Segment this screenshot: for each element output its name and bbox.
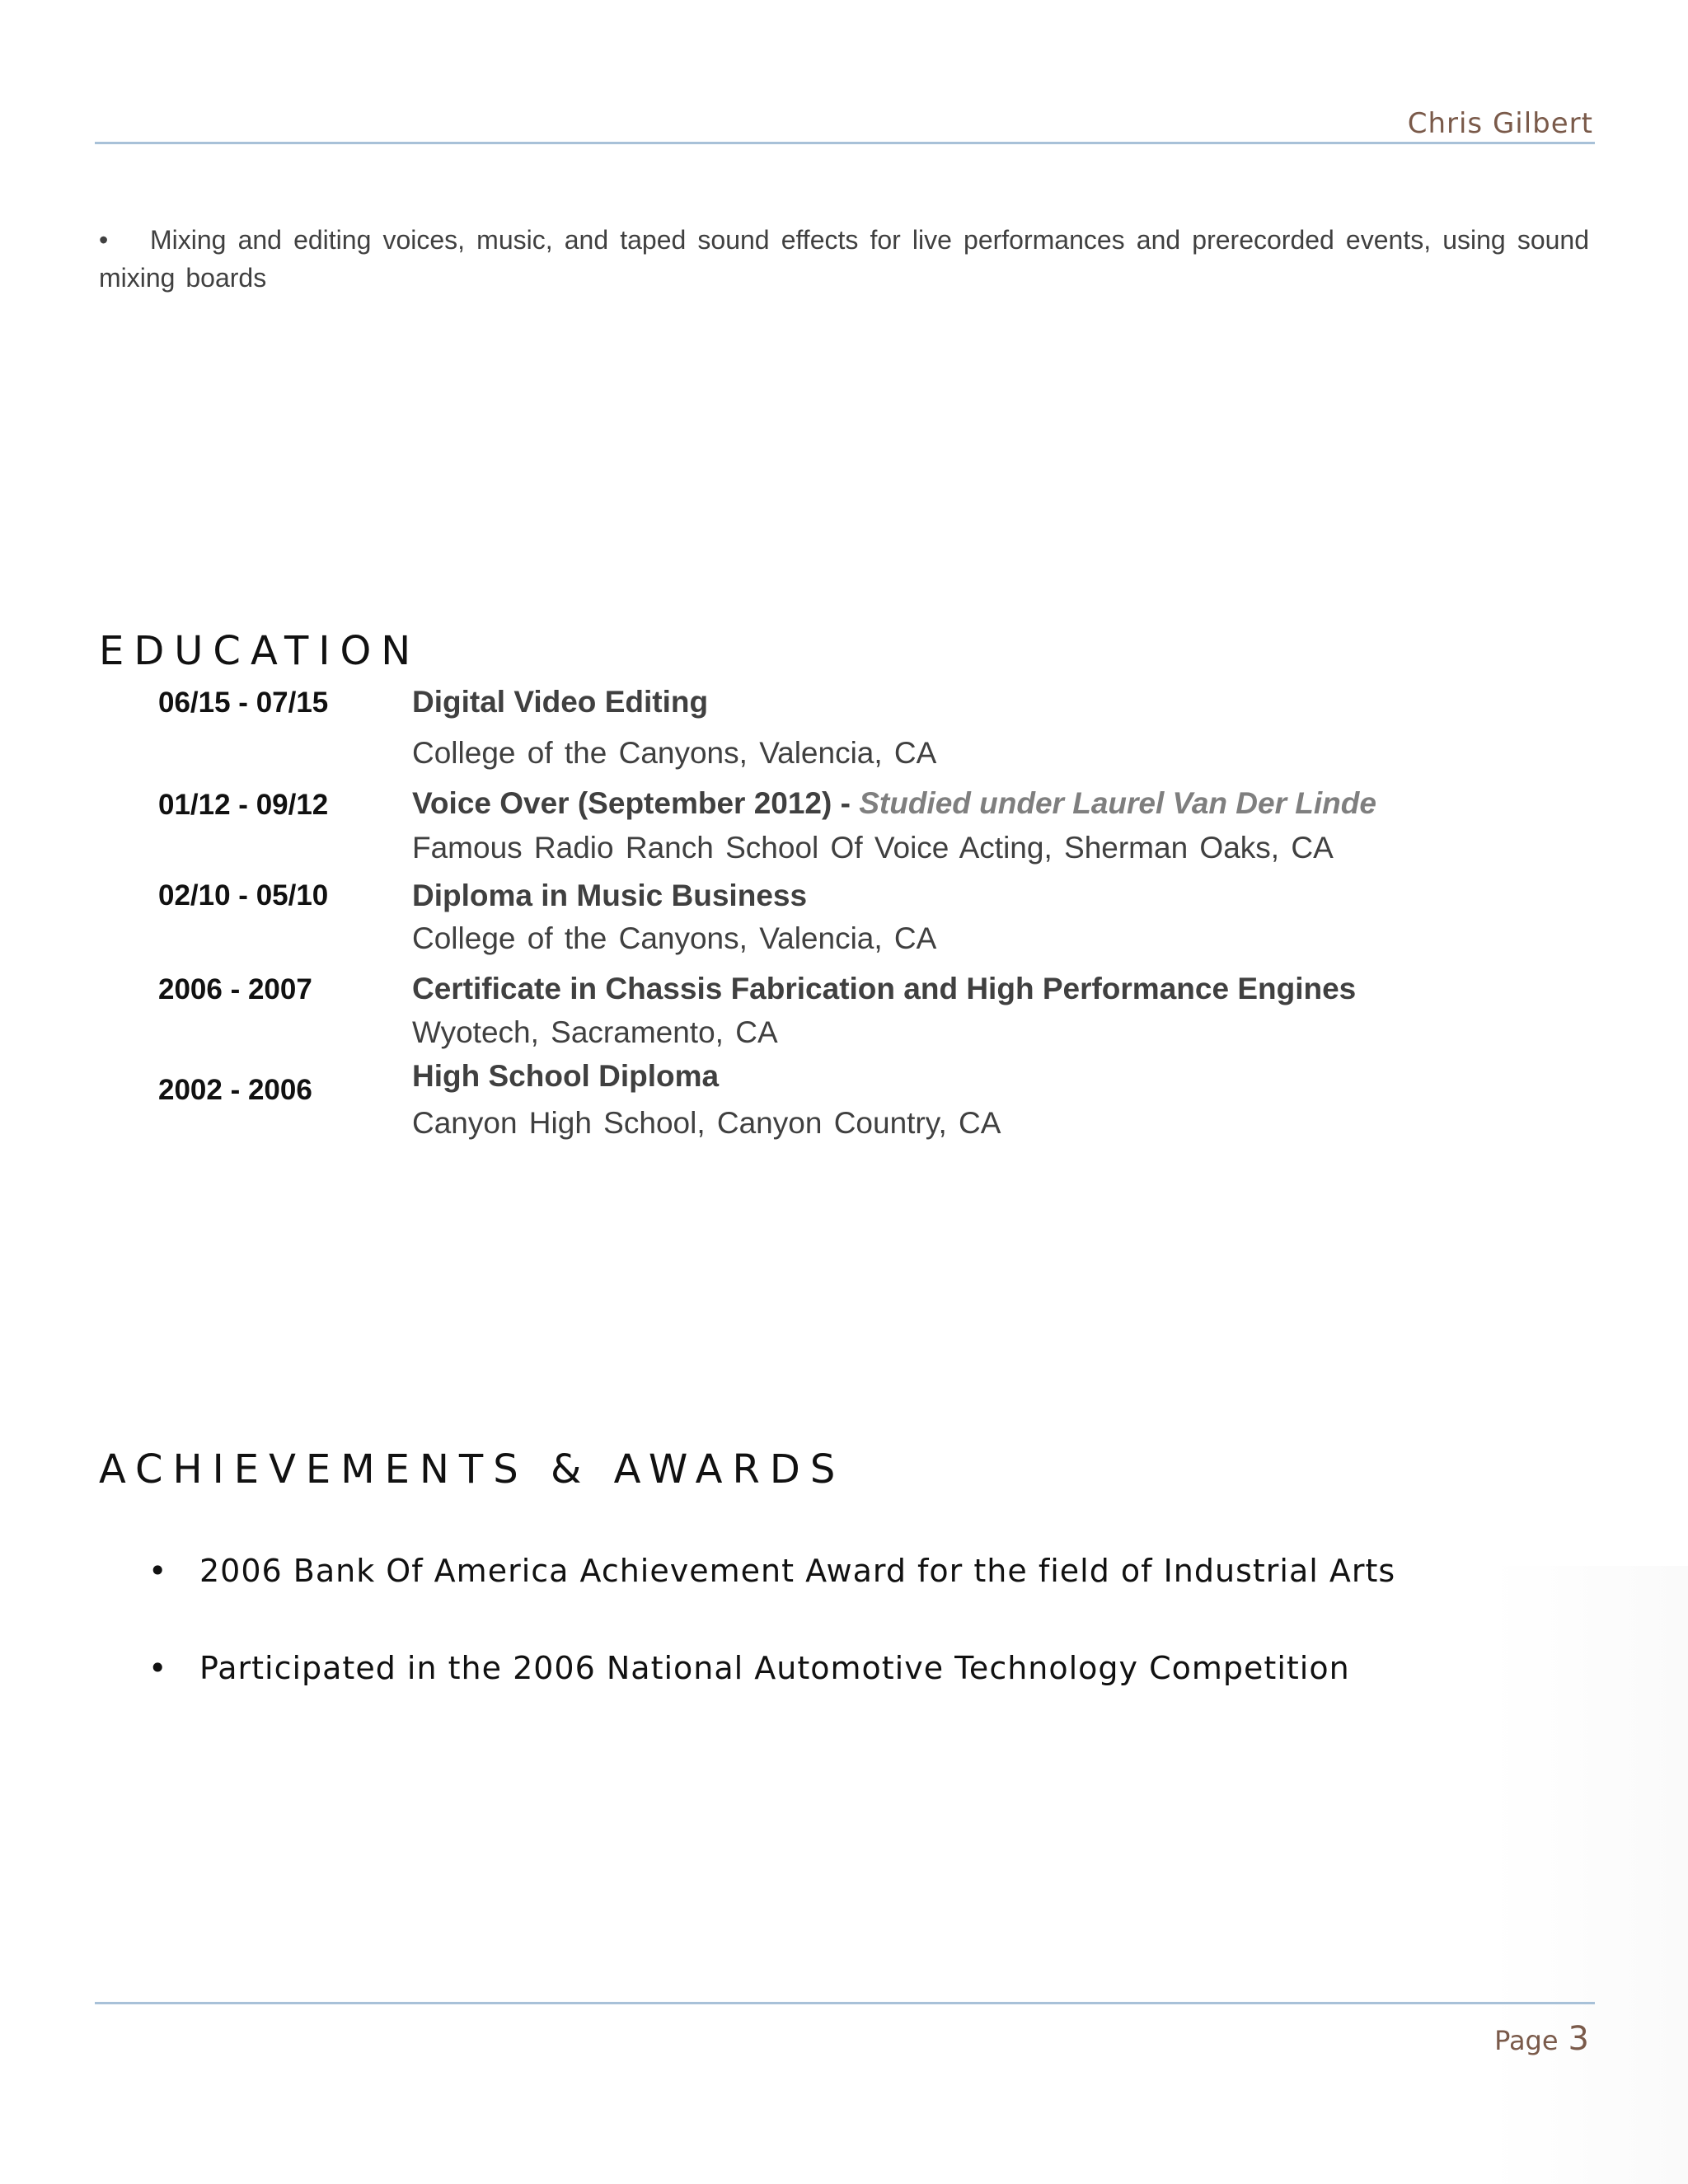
education-note: Studied under Laurel Van Der Linde <box>859 786 1376 820</box>
awards-heading: ACHIEVEMENTS & AWARDS <box>99 1446 846 1493</box>
education-title: Diploma in Music Business <box>412 879 808 912</box>
award-text: Participated in the 2006 National Automotive Technology Competition <box>199 1650 1350 1686</box>
bullet-icon: • <box>148 1650 168 1686</box>
page-number-value: 3 <box>1568 2020 1589 2058</box>
award-text: 2006 Bank Of America Achievement Award for the field of Industrial Arts <box>199 1553 1396 1589</box>
education-title: Voice Over (September 2012) - <box>412 786 860 820</box>
page-edge-shade <box>1490 1566 1688 2184</box>
education-title: High School Diploma <box>412 1059 720 1093</box>
education-title: Certificate in Chassis Fabrication and High Performance Engines <box>412 972 1357 1005</box>
education-dates: 2006 - 2007 <box>158 973 312 1005</box>
education-place: Wyotech, Sacramento, CA <box>412 1015 778 1049</box>
bullet-icon: • <box>99 225 109 255</box>
education-place: Famous Radio Ranch School Of Voice Acting, Sherman Oaks, CA <box>412 831 1334 865</box>
education-place: Canyon High School, Canyon Country, CA <box>412 1106 1001 1140</box>
page-label: Page <box>1494 2025 1559 2056</box>
experience-bullet-text: Mixing and editing voices, music, and taped sound effects for live performances and prerecorded events, using sound mixing boards <box>99 225 1589 293</box>
education-place: College of the Canyons, Valencia, CA <box>412 736 937 770</box>
education-title: Digital Video Editing <box>412 685 709 719</box>
education-dates: 2002 - 2006 <box>158 1074 312 1106</box>
header-rule <box>95 142 1595 144</box>
footer-rule <box>95 2002 1595 2004</box>
education-title-line <box>412 786 1376 821</box>
education-dates: 01/12 - 09/12 <box>158 789 329 821</box>
education-dates: 02/10 - 05/10 <box>158 879 329 912</box>
education-dates: 06/15 - 07/15 <box>158 687 329 719</box>
page-number <box>1494 2020 1589 2058</box>
education-place: College of the Canyons, Valencia, CA <box>412 921 937 955</box>
education-heading: EDUCATION <box>99 628 421 674</box>
header-name: Chris Gilbert <box>1407 107 1593 140</box>
award-item <box>148 1553 1395 1589</box>
experience-bullet-item <box>99 221 1589 297</box>
bullet-icon: • <box>148 1553 168 1589</box>
award-item <box>148 1650 1350 1686</box>
